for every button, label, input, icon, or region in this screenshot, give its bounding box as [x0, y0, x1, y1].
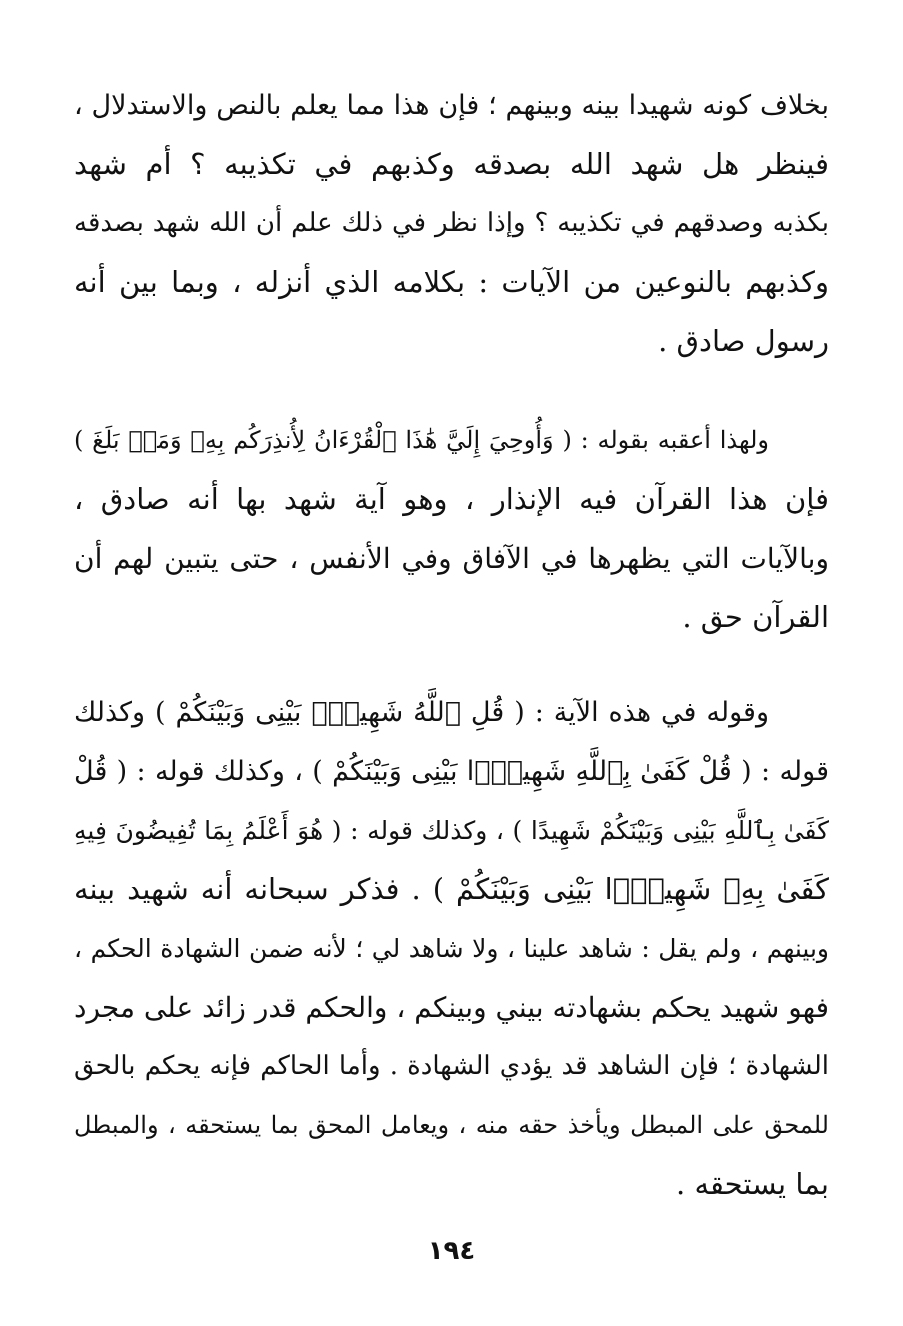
text-line: وبينهم ، ولم يقل : شاهد علينا ، ولا شاهد لي ؛ لأنه ضمن الشهادة الحكم ،	[74, 934, 829, 963]
text-line-with-verse: ولهذا أعقبه بقوله : ( وَأُوحِيَ إِلَيَّ هَٰذَا ٱلْقُرْءَانُ لِأُنذِرَكُم بِهِۦ وَمَنۢ بَلَغَ )	[74, 426, 769, 454]
text-line: الشهادة ؛ فإن الشاهد قد يؤدي الشهادة . وأما الحاكم فإنه يحكم بالحق	[74, 1051, 829, 1081]
text-line: فإن هذا القرآن فيه الإنذار ، وهو آية شهد بها أنه صادق ،	[74, 482, 829, 516]
text-line: وكذبهم بالنوعين من الآيات : بكلامه الذي أنزله ، وبما بين أنه	[74, 265, 829, 299]
text-line: فهو شهيد يحكم بشهادته بيني وبينكم ، والحكم قدر زائد على مجرد	[74, 991, 829, 1024]
text-line: بكذبه وصدقهم في تكذيبه ؟ وإذا نظر في ذلك علم أن الله شهد بصدقه	[74, 208, 829, 238]
paragraph-1	[74, 76, 829, 371]
text-line: فينظر هل شهد الله بصدقه وكذبهم في تكذيبه ؟ أم شهد	[74, 147, 829, 181]
text-line: للمحق على المبطل ويأخذ حقه منه ، ويعامل المحق بما يستحقه ، والمبطل	[74, 1111, 829, 1139]
text-line: القرآن حق .	[682, 600, 829, 634]
paragraph-3	[74, 683, 829, 1214]
text-line: وبالآيات التي يظهرها في الآفاق وفي الأنفس ، حتى يتبين لهم أن	[74, 542, 829, 575]
text-line-with-verse: كَفَىٰ بِهِۦ شَهِيدًۢا بَيْنِى وَبَيْنَكُمْ ) . فذكر سبحانه أنه شهيد بينه	[74, 872, 829, 906]
text-line-with-verse: كَفَىٰ بِٱللَّهِ بَيْنِى وَبَيْنَكُمْ شَهِيدًا ) ، وكذلك قوله : ( هُوَ أَعْلَمُ بِمَا تُفِيضُونَ فِيهِ	[74, 816, 829, 845]
text-line: بخلاف كونه شهيدا بينه وبينهم ؛ فإن هذا مما يعلم بالنص والاستدلال ،	[74, 90, 829, 121]
text-line-with-verse: قوله : ( قُلْ كَفَىٰ بِٱللَّهِ شَهِيدًۢا بَيْنِى وَبَيْنَكُمْ ) ، وكذلك قوله : ( قُلْ	[74, 756, 829, 787]
text-line: رسول صادق .	[658, 324, 829, 358]
paragraph-2	[74, 411, 829, 647]
text-line: بما يستحقه .	[676, 1167, 829, 1201]
text-line-with-verse: وقوله في هذه الآية : ( قُلِ ٱللَّهُ شَهِيدٌۢ بَيْنِى وَبَيْنَكُمْ ) وكذلك	[74, 697, 769, 728]
page-number: ١٩٤	[427, 1236, 476, 1266]
